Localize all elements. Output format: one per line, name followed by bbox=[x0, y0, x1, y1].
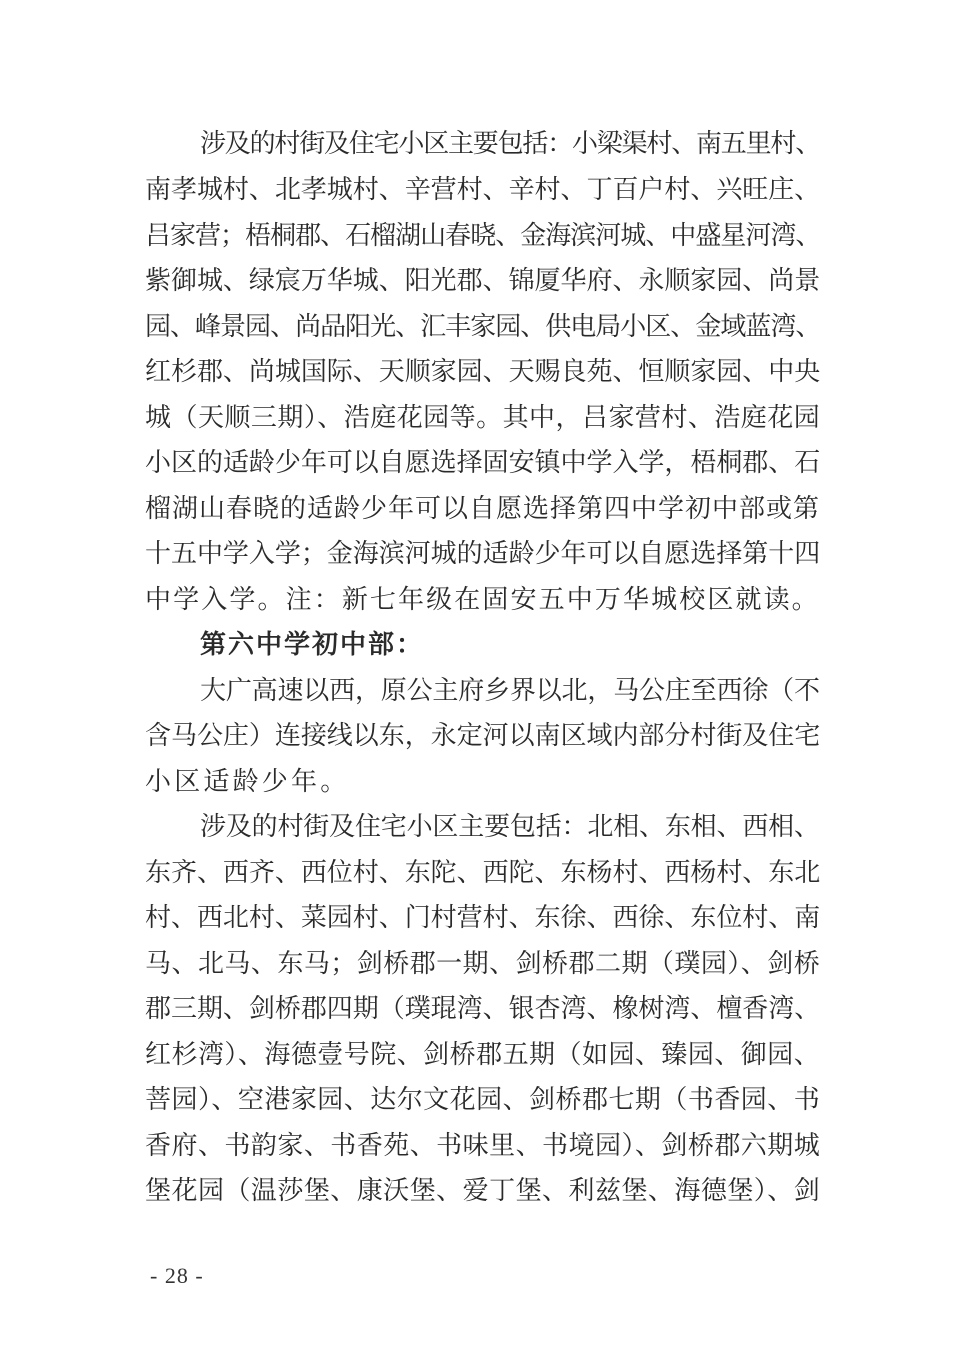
text-line-19: 马、北马、东马；剑桥郡一期、剑桥郡二期（璞园）、剑桥 bbox=[145, 949, 821, 979]
text-line-17: 东齐、西齐、西位村、东陀、西陀、东杨村、西杨村、东北 bbox=[145, 858, 821, 888]
text-line-5: 园、峰景园、尚品阳光、汇丰家园、供电局小区、金域蓝湾、 bbox=[145, 312, 821, 342]
text-line-23: 香府、书韵家、书香苑、书味里、书境园）、剑桥郡六期城 bbox=[145, 1131, 821, 1161]
text-line-14: 含马公庄）连接线以东，永定河以南区域内部分村街及住宅 bbox=[145, 721, 821, 751]
text-line-1: 涉及的村街及住宅小区主要包括：小梁渠村、南五里村、 bbox=[200, 129, 821, 159]
text-line-24: 堡花园（温莎堡、康沃堡、爱丁堡、利兹堡、海德堡）、剑 bbox=[145, 1176, 821, 1206]
text-line-11: 中学入学。注：新七年级在固安五中万华城校区就读。 bbox=[145, 585, 820, 615]
text-line-4: 紫御城、绿宸万华城、阳光郡、锦厦华府、永顺家园、尚景 bbox=[145, 266, 821, 296]
section-heading: 第六中学初中部： bbox=[200, 630, 425, 660]
text-line-9: 榴湖山春晓的适龄少年可以自愿选择第四中学初中部或第 bbox=[145, 494, 821, 524]
text-line-13: 大广高速以西，原公主府乡界以北，马公庄至西徐（不 bbox=[200, 676, 820, 706]
page-number: - 28 - bbox=[150, 1263, 204, 1288]
text-line-2: 南孝城村、北孝城村、辛营村、辛村、丁百户村、兴旺庄、 bbox=[145, 175, 821, 205]
text-line-22: 菩园）、空港家园、达尔文花园、剑桥郡七期（书香园、书 bbox=[145, 1085, 821, 1115]
text-line-20: 郡三期、剑桥郡四期（璞琨湾、银杏湾、橡树湾、檀香湾、 bbox=[145, 994, 821, 1024]
text-line-6: 红杉郡、尚城国际、天顺家园、天赐良苑、恒顺家园、中央 bbox=[145, 357, 821, 387]
text-line-16: 涉及的村街及住宅小区主要包括：北相、东相、西相、 bbox=[200, 812, 820, 842]
text-line-8: 小区的适龄少年可以自愿选择固安镇中学入学，梧桐郡、石 bbox=[145, 448, 821, 478]
text-line-7: 城（天顺三期）、浩庭花园等。其中，吕家营村、浩庭花园 bbox=[145, 403, 821, 433]
text-line-18: 村、西北村、菜园村、门村营村、东徐、西徐、东位村、南 bbox=[145, 903, 821, 933]
text-line-21: 红杉湾）、海德壹号院、剑桥郡五期（如园、臻园、御园、 bbox=[145, 1040, 821, 1070]
text-line-3: 吕家营；梧桐郡、石榴湖山春晓、金海滨河城、中盛星河湾、 bbox=[145, 221, 821, 251]
text-line-15: 小区适龄少年。 bbox=[145, 767, 350, 797]
text-line-10: 十五中学入学；金海滨河城的适龄少年可以自愿选择第十四 bbox=[145, 539, 821, 569]
